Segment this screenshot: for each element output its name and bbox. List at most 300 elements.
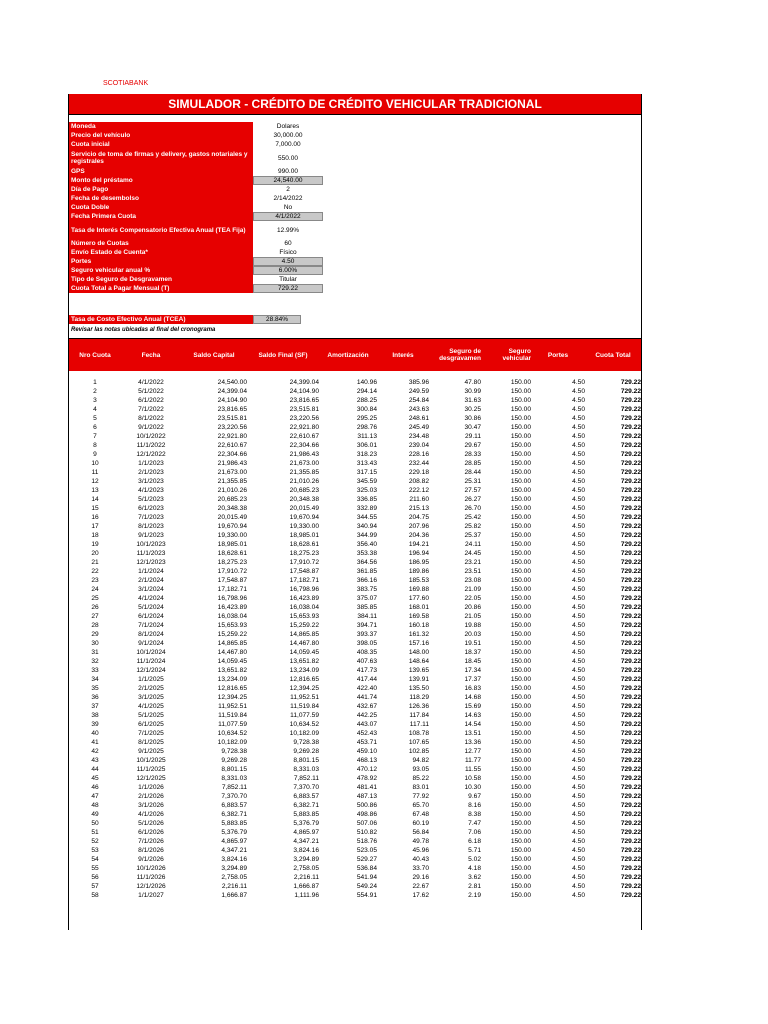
parameter-label: Número de Cuotas xyxy=(69,239,253,248)
table-row xyxy=(69,801,641,810)
table-cell: 4.50 xyxy=(572,532,585,539)
table-row xyxy=(69,864,641,873)
table-cell: 10,182.09 xyxy=(217,739,247,746)
table-cell: 4.50 xyxy=(572,721,585,728)
parameter-label: Tasa de Interés Compensatorio Efectiva Anual (TEA Fija) xyxy=(69,221,253,239)
table-cell: 11,519.84 xyxy=(290,703,319,710)
table-cell: 148.00 xyxy=(408,649,429,656)
table-cell: 20,685.23 xyxy=(289,487,319,494)
table-cell: 353.38 xyxy=(356,550,377,557)
table-cell: 729.22 xyxy=(620,730,641,737)
table-cell: 9/1/2022 xyxy=(138,424,164,431)
table-cell: 729.22 xyxy=(620,793,641,800)
table-cell: 1/1/2024 xyxy=(138,568,164,575)
table-cell: 441.74 xyxy=(356,694,377,701)
table-cell: 33 xyxy=(91,667,99,674)
table-cell: 22 xyxy=(91,568,99,575)
table-row xyxy=(69,891,641,900)
parameter-label: Fecha Primera Cuota xyxy=(69,212,253,221)
table-cell: 9.67 xyxy=(468,793,481,800)
table-cell: 2.81 xyxy=(468,883,481,890)
table-cell: 14,865.85 xyxy=(217,640,247,647)
table-cell: 11,952.51 xyxy=(290,694,319,701)
table-cell: 150.00 xyxy=(510,766,531,773)
table-cell: 318.23 xyxy=(356,451,377,458)
table-cell: 3,294.89 xyxy=(293,856,319,863)
table-cell: 8,331.03 xyxy=(293,766,319,773)
table-cell: 4.50 xyxy=(572,622,585,629)
table-cell: 4.50 xyxy=(572,415,585,422)
table-cell: 336.85 xyxy=(356,496,377,503)
table-cell: 53 xyxy=(91,847,99,854)
table-cell: 7/1/2025 xyxy=(138,730,164,737)
table-cell: 422.40 xyxy=(356,685,377,692)
table-cell: 5/1/2026 xyxy=(138,820,164,827)
table-cell: 729.22 xyxy=(620,748,641,755)
table-cell: 135.50 xyxy=(408,685,429,692)
table-cell: 29.67 xyxy=(464,442,481,449)
table-cell: 44 xyxy=(91,766,99,773)
column-header: Interés xyxy=(392,351,414,359)
table-cell: 5,376.79 xyxy=(293,820,319,827)
table-row xyxy=(69,441,641,450)
table-cell: 14,467.80 xyxy=(217,649,247,656)
table-cell: 385.96 xyxy=(408,379,429,386)
table-cell: 729.22 xyxy=(620,811,641,818)
table-cell: 4.50 xyxy=(572,604,585,611)
table-cell: 14,059.45 xyxy=(289,649,319,656)
table-cell: 18.45 xyxy=(464,658,481,665)
table-cell: 7.47 xyxy=(468,820,481,827)
parameter-label: Cuota inicial xyxy=(69,140,253,149)
table-cell: 23.51 xyxy=(464,568,481,575)
table-cell: 24,540.00 xyxy=(217,379,247,386)
table-cell: 4/1/2026 xyxy=(138,811,164,818)
table-row xyxy=(69,414,641,423)
table-cell: 11,077.59 xyxy=(218,721,247,728)
table-cell: 17,910.72 xyxy=(217,568,247,575)
table-cell: 12/1/2022 xyxy=(136,451,166,458)
table-cell: 5,376.79 xyxy=(221,829,247,836)
table-cell: 4.50 xyxy=(572,865,585,872)
table-row xyxy=(69,855,641,864)
column-header: Cuota Total xyxy=(595,351,631,359)
table-cell: 10/1/2022 xyxy=(136,433,166,440)
table-cell: 383.75 xyxy=(356,586,377,593)
parameter-value: 12.99% xyxy=(276,226,300,234)
table-cell: 8.16 xyxy=(468,802,481,809)
table-cell: 729.22 xyxy=(620,415,641,422)
table-cell: 17 xyxy=(91,523,99,530)
table-cell: 332.89 xyxy=(356,505,377,512)
table-cell: 16,423.89 xyxy=(217,604,247,611)
column-header: Nro Cuota xyxy=(79,351,111,359)
table-cell: 729.22 xyxy=(620,433,641,440)
table-cell: 20.03 xyxy=(464,631,481,638)
table-cell: 5,883.85 xyxy=(221,820,247,827)
table-cell: 4.50 xyxy=(572,559,585,566)
table-row xyxy=(69,378,641,387)
table-cell: 729.22 xyxy=(620,451,641,458)
table-cell: 14,059.45 xyxy=(217,658,247,665)
table-row xyxy=(69,612,641,621)
table-cell: 24,104.90 xyxy=(289,388,319,395)
table-cell: 4.50 xyxy=(572,505,585,512)
parameter-value: Dolares xyxy=(276,123,300,130)
table-cell: 186.95 xyxy=(408,559,429,566)
parameter-row xyxy=(69,167,325,176)
table-cell: 432.67 xyxy=(356,703,377,710)
table-cell: 23,515.81 xyxy=(289,406,319,413)
table-row xyxy=(69,396,641,405)
table-cell: 4.50 xyxy=(572,730,585,737)
table-row xyxy=(69,549,641,558)
table-cell: 729.22 xyxy=(620,379,641,386)
table-cell: 453.71 xyxy=(356,739,377,746)
parameter-row xyxy=(69,176,325,185)
table-cell: 729.22 xyxy=(620,460,641,467)
table-cell: 408.35 xyxy=(356,649,377,656)
table-row xyxy=(69,702,641,711)
table-cell: 17.37 xyxy=(464,676,481,683)
parameter-row xyxy=(69,140,325,149)
table-cell: 23 xyxy=(91,577,99,584)
table-cell: 14,467.80 xyxy=(289,640,319,647)
simulator-sheet xyxy=(68,94,642,930)
table-cell: 21,355.85 xyxy=(217,478,247,485)
table-cell: 14,865.85 xyxy=(289,631,319,638)
table-cell: 8/1/2023 xyxy=(138,523,164,530)
table-cell: 33.70 xyxy=(412,865,429,872)
table-cell: 14.54 xyxy=(464,721,481,728)
table-cell: 139.91 xyxy=(408,676,429,683)
table-cell: 15,259.22 xyxy=(217,631,247,638)
table-cell: 20,348.38 xyxy=(289,496,319,503)
table-cell: 150.00 xyxy=(510,523,531,530)
table-cell: 340.94 xyxy=(356,523,377,530)
table-cell: 729.22 xyxy=(620,541,641,548)
table-cell: 2,216.11 xyxy=(293,874,319,881)
table-cell: 243.63 xyxy=(408,406,429,413)
table-cell: 6,382.71 xyxy=(221,811,247,818)
table-cell: 344.99 xyxy=(356,532,377,539)
table-cell: 22,921.80 xyxy=(289,424,319,431)
table-cell: 17.62 xyxy=(412,892,429,899)
tcea-row xyxy=(69,315,301,324)
table-cell: 20,348.38 xyxy=(217,505,247,512)
table-cell: 30 xyxy=(91,640,99,647)
table-cell: 4.50 xyxy=(572,595,585,602)
table-cell: 17,548.87 xyxy=(289,568,319,575)
table-cell: 729.22 xyxy=(620,883,641,890)
table-cell: 11/1/2026 xyxy=(136,874,166,881)
table-cell: 30.47 xyxy=(464,424,481,431)
table-cell: 249.59 xyxy=(408,388,429,395)
table-cell: 10/1/2025 xyxy=(136,757,166,764)
table-cell: 150.00 xyxy=(510,739,531,746)
table-cell: 4.50 xyxy=(572,838,585,845)
parameter-label: Monto del préstamo xyxy=(69,176,253,185)
table-cell: 729.22 xyxy=(620,577,641,584)
table-cell: 729.22 xyxy=(620,892,641,899)
table-cell: 93.05 xyxy=(412,766,429,773)
table-cell: 729.22 xyxy=(620,667,641,674)
parameter-label: Envío Estado de Cuenta* xyxy=(69,248,253,257)
table-cell: 21,010.26 xyxy=(217,487,247,494)
table-row xyxy=(69,684,641,693)
table-cell: 18,275.23 xyxy=(217,559,247,566)
table-row xyxy=(69,459,641,468)
parameter-row xyxy=(69,257,325,266)
table-cell: 729.22 xyxy=(620,442,641,449)
table-cell: 4.50 xyxy=(572,469,585,476)
table-cell: 2 xyxy=(93,388,97,395)
table-cell: 11/1/2022 xyxy=(136,442,166,449)
table-cell: 23,220.56 xyxy=(217,424,247,431)
table-cell: 4.50 xyxy=(572,631,585,638)
parameter-row xyxy=(69,212,325,221)
table-cell: 729.22 xyxy=(620,532,641,539)
table-cell: 150.00 xyxy=(510,604,531,611)
table-cell: 19,330.00 xyxy=(217,532,247,539)
table-cell: 39 xyxy=(91,721,99,728)
table-cell: 117.84 xyxy=(409,712,429,719)
parameter-value: 550.00 xyxy=(278,154,298,162)
table-cell: 356.40 xyxy=(356,541,377,548)
table-cell: 13 xyxy=(91,487,99,494)
table-cell: 2,758.05 xyxy=(293,865,319,872)
table-cell: 729.22 xyxy=(620,559,641,566)
table-cell: 4.50 xyxy=(572,406,585,413)
table-cell: 14 xyxy=(91,496,99,503)
table-cell: 14.63 xyxy=(464,712,481,719)
parameter-row xyxy=(69,122,325,131)
table-cell: 150.00 xyxy=(510,820,531,827)
table-cell: 7 xyxy=(93,433,97,440)
table-cell: 4.50 xyxy=(572,433,585,440)
table-cell: 150.00 xyxy=(510,631,531,638)
table-cell: 4.50 xyxy=(572,667,585,674)
table-cell: 375.07 xyxy=(356,595,377,602)
table-cell: 18 xyxy=(91,532,99,539)
table-cell: 150.00 xyxy=(510,496,531,503)
table-cell: 729.22 xyxy=(620,685,641,692)
table-cell: 11,519.84 xyxy=(218,712,247,719)
table-cell: 10.30 xyxy=(464,784,481,791)
table-cell: 12,816.65 xyxy=(289,676,319,683)
table-row xyxy=(69,720,641,729)
table-cell: 177.60 xyxy=(408,595,429,602)
table-cell: 16 xyxy=(91,514,99,521)
table-cell: 102.85 xyxy=(408,748,429,755)
table-cell: 35 xyxy=(91,685,99,692)
table-cell: 442.25 xyxy=(356,712,377,719)
table-cell: 729.22 xyxy=(620,622,641,629)
table-row xyxy=(69,567,641,576)
table-cell: 150.00 xyxy=(510,541,531,548)
table-cell: 4,865.97 xyxy=(293,829,319,836)
table-cell: 5/1/2024 xyxy=(138,604,164,611)
table-cell: 60.19 xyxy=(412,820,429,827)
table-cell: 27 xyxy=(91,613,99,620)
table-cell: 21 xyxy=(91,559,99,566)
table-cell: 17,182.71 xyxy=(289,577,319,584)
table-cell: 150.00 xyxy=(510,658,531,665)
table-cell: 22,610.67 xyxy=(289,433,319,440)
table-cell: 344.55 xyxy=(356,514,377,521)
table-cell: 6,382.71 xyxy=(293,802,319,809)
table-cell: 26.70 xyxy=(464,505,481,512)
table-cell: 4/1/2023 xyxy=(138,487,164,494)
table-cell: 729.22 xyxy=(620,487,641,494)
table-cell: 398.05 xyxy=(356,640,377,647)
table-cell: 150.00 xyxy=(510,784,531,791)
table-cell: 28 xyxy=(91,622,99,629)
parameter-value: 30,000.00 xyxy=(273,132,303,139)
parameter-label: Cuota Doble xyxy=(69,203,253,212)
table-cell: 15,653.93 xyxy=(289,613,319,620)
table-cell: 21,673.00 xyxy=(217,469,247,476)
table-cell: 150.00 xyxy=(510,721,531,728)
table-cell: 16,423.89 xyxy=(289,595,319,602)
table-cell: 150.00 xyxy=(510,829,531,836)
table-cell: 28.44 xyxy=(464,469,481,476)
table-cell: 13.51 xyxy=(464,730,481,737)
table-cell: 4/1/2022 xyxy=(138,379,164,386)
table-cell: 1/1/2027 xyxy=(138,892,164,899)
table-cell: 549.24 xyxy=(356,883,377,890)
table-cell: 729.22 xyxy=(620,874,641,881)
table-cell: 729.22 xyxy=(620,775,641,782)
table-cell: 7,852.11 xyxy=(293,775,319,782)
table-cell: 150.00 xyxy=(510,640,531,647)
table-cell: 26 xyxy=(91,604,99,611)
table-cell: 729.22 xyxy=(620,568,641,575)
table-cell: 150.00 xyxy=(510,460,531,467)
table-cell: 22,304.66 xyxy=(289,442,319,449)
table-cell: 150.00 xyxy=(510,577,531,584)
table-cell: 150.00 xyxy=(510,424,531,431)
table-cell: 28.33 xyxy=(464,451,481,458)
table-cell: 14.68 xyxy=(464,694,481,701)
table-cell: 5,883.85 xyxy=(293,811,319,818)
parameter-row xyxy=(69,284,325,293)
table-cell: 20,015.49 xyxy=(217,514,247,521)
table-cell: 541.94 xyxy=(356,874,377,881)
table-cell: 478.92 xyxy=(356,775,377,782)
table-cell: 4,347.21 xyxy=(293,838,319,845)
table-row xyxy=(69,486,641,495)
table-cell: 23,816.65 xyxy=(289,397,319,404)
table-row xyxy=(69,882,641,891)
table-cell: 150.00 xyxy=(510,433,531,440)
table-cell: 3/1/2024 xyxy=(138,586,164,593)
table-cell: 4.50 xyxy=(572,658,585,665)
table-cell: 11,077.59 xyxy=(290,712,319,719)
table-cell: 4.50 xyxy=(572,613,585,620)
table-cell: 510.82 xyxy=(356,829,377,836)
table-cell: 25 xyxy=(91,595,99,602)
column-header: Fecha xyxy=(141,351,161,359)
table-cell: 18,275.23 xyxy=(289,550,319,557)
table-cell: 150.00 xyxy=(510,379,531,386)
table-cell: 325.03 xyxy=(356,487,377,494)
table-cell: 20,015.49 xyxy=(289,505,319,512)
parameter-label: Día de Pago xyxy=(69,185,253,194)
table-cell: 17,548.87 xyxy=(217,577,247,584)
table-cell: 22.05 xyxy=(464,595,481,602)
table-row xyxy=(69,495,641,504)
table-cell: 5.02 xyxy=(468,856,481,863)
parameter-value: 4.50 xyxy=(253,257,323,266)
table-cell: 4.50 xyxy=(572,703,585,710)
page-title: SIMULADOR - CRÉDITO DE CRÉDITO VEHICULAR TRADICIONAL xyxy=(69,94,641,115)
table-cell: 729.22 xyxy=(620,469,641,476)
table-cell: 10,634.52 xyxy=(289,721,319,728)
table-cell: 126.36 xyxy=(408,703,429,710)
table-cell: 94.82 xyxy=(412,757,429,764)
table-cell: 729.22 xyxy=(620,856,641,863)
table-cell: 7,370.70 xyxy=(293,784,319,791)
table-cell: 311.13 xyxy=(357,433,377,440)
table-cell: 46 xyxy=(91,784,99,791)
parameter-row xyxy=(69,194,325,203)
table-cell: 4 xyxy=(93,406,97,413)
table-cell: 30.99 xyxy=(464,388,481,395)
table-cell: 17,910.72 xyxy=(289,559,319,566)
table-cell: 523.05 xyxy=(356,847,377,854)
table-cell: 4.50 xyxy=(572,829,585,836)
table-cell: 8,801.15 xyxy=(293,757,319,764)
table-cell: 23,515.81 xyxy=(217,415,247,422)
table-cell: 27.57 xyxy=(464,487,481,494)
table-cell: 169.88 xyxy=(408,586,429,593)
parameter-row xyxy=(69,275,325,284)
table-cell: 9,728.38 xyxy=(293,739,319,746)
table-cell: 150.00 xyxy=(510,793,531,800)
table-cell: 21,673.00 xyxy=(289,460,319,467)
table-cell: 29.16 xyxy=(412,874,429,881)
table-cell: 19.51 xyxy=(464,640,481,647)
table-cell: 4.50 xyxy=(572,460,585,467)
column-header: Seguro vehicular xyxy=(502,348,531,362)
table-cell: 8,331.03 xyxy=(221,775,247,782)
table-cell: 21.09 xyxy=(464,586,481,593)
table-cell: 10 xyxy=(91,460,99,467)
table-row xyxy=(69,810,641,819)
table-row xyxy=(69,432,641,441)
table-cell: 4,865.97 xyxy=(221,838,247,845)
table-cell: 56 xyxy=(91,874,99,881)
table-cell: 4.50 xyxy=(572,820,585,827)
table-cell: 31.63 xyxy=(464,397,481,404)
table-cell: 12.77 xyxy=(464,748,481,755)
table-row xyxy=(69,792,641,801)
table-cell: 4.50 xyxy=(572,379,585,386)
table-cell: 288.25 xyxy=(356,397,377,404)
table-cell: 29.11 xyxy=(464,433,481,440)
table-cell: 4.50 xyxy=(572,685,585,692)
table-cell: 12,394.25 xyxy=(217,694,247,701)
table-cell: 729.22 xyxy=(620,703,641,710)
table-cell: 207.96 xyxy=(408,523,429,530)
table-cell: 34 xyxy=(91,676,99,683)
table-cell: 11/1/2024 xyxy=(136,658,166,665)
table-cell: 729.22 xyxy=(620,694,641,701)
table-cell: 729.22 xyxy=(620,766,641,773)
table-cell: 364.56 xyxy=(356,559,377,566)
table-cell: 21.05 xyxy=(464,613,481,620)
